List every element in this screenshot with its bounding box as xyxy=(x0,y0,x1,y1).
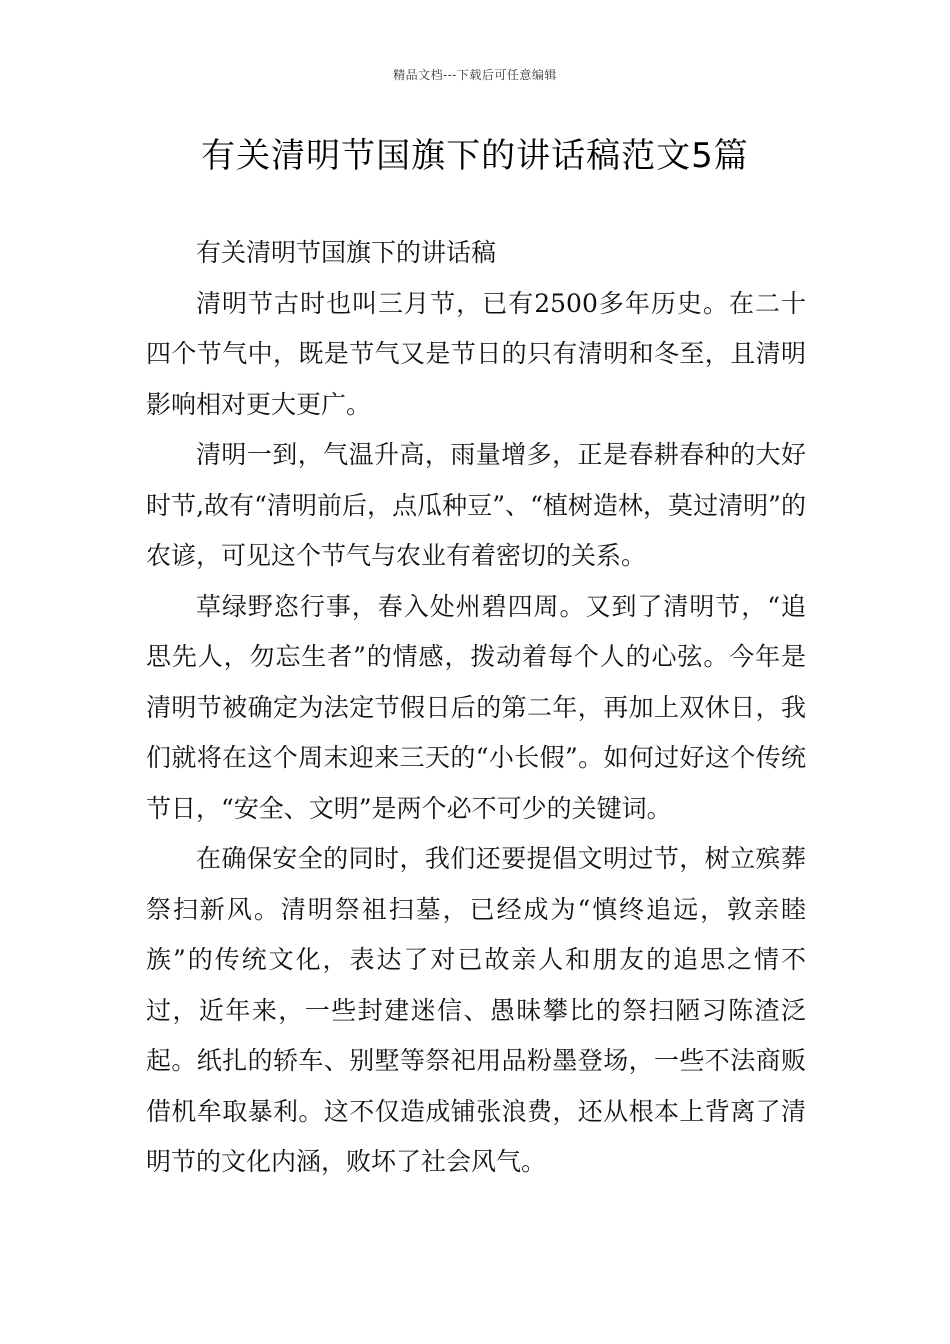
document-title: 有关清明节国旗下的讲话稿范文5篇 xyxy=(201,136,749,176)
document-body xyxy=(146,228,806,1188)
paragraph-2: 清明一到，气温升高，雨量增多，正是春耕春种的大好时节,故有“清明前后，点瓜种豆”、“植树造林，莫过清明”的农谚，可见这个节气与农业有着密切的关系。 xyxy=(146,440,806,570)
paragraph-4: 在确保安全的同时，我们还要提倡文明过节，树立殡葬祭扫新风。清明祭祖扫墓，已经成为“慎终追远，敦亲睦族”的传统文化，表达了对已故亲人和朋友的追思之情不过，近年来，一些封建迷信、愚昧攀比的祭扫陋习陈渣泛起。纸扎的轿车、别墅等祭祀用品粉墨登场，一些不法商贩借机牟取暴利。这不仅造成铺张浪费，还从根本上背离了清明节的文化内涵，败坏了社会风气。 xyxy=(146,844,806,1176)
paragraph-1: 清明节古时也叫三月节，已有2500多年历史。在二十四个节气中，既是节气又是节日的只有清明和冬至，且清明影响相对更大更广。 xyxy=(146,288,806,419)
header-note: 精品文档---下载后可任意编辑 xyxy=(393,68,557,82)
paragraph-3: 草绿野恣行事，春入处州碧四周。又到了清明节，“追思先人，勿忘生者”的情感，拨动着每个人的心弦。今年是清明节被确定为法定节假日后的第二年，再加上双休日，我们就将在这个周末迎来三天的“小长假”。如何过好这个传统节日，“安全、文明”是两个必不可少的关键词。 xyxy=(146,591,806,823)
section-subtitle: 有关清明节国旗下的讲话稿 xyxy=(196,238,497,267)
